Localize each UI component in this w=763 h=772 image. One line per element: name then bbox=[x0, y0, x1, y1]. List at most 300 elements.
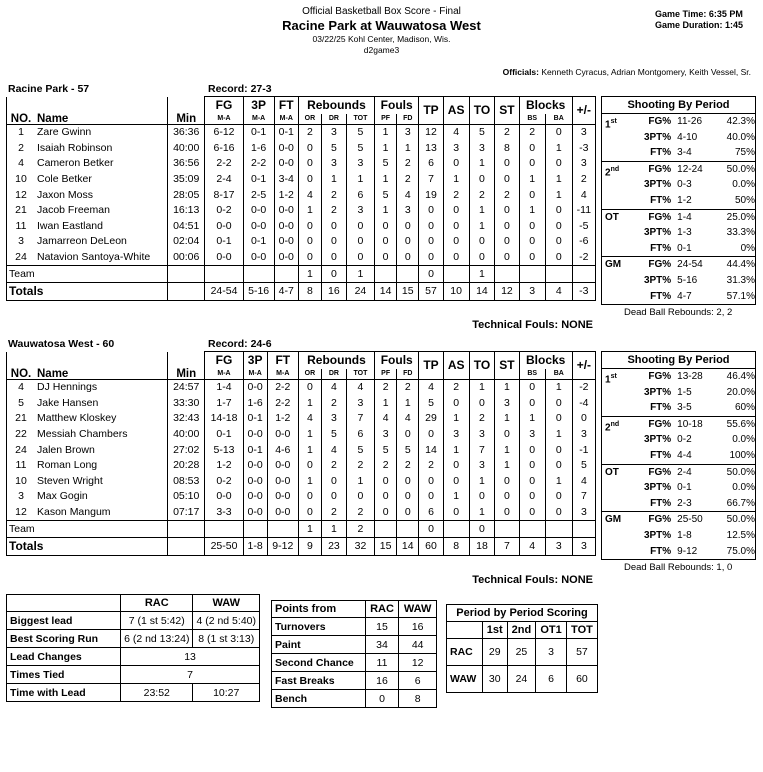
shooting-stat-label: FG% bbox=[648, 514, 672, 526]
stat-cell: 0 bbox=[495, 219, 519, 235]
shooting-stat-label: FG% bbox=[648, 371, 672, 382]
stat-cell: 0-0 bbox=[205, 250, 243, 266]
stat-cell: 1 bbox=[397, 141, 419, 157]
col-subheader-ma: M-A bbox=[243, 114, 274, 125]
stat-cell: 1-6 bbox=[243, 396, 267, 412]
shooting-percentage: 60% bbox=[735, 402, 756, 414]
team-row-cell bbox=[495, 266, 519, 283]
player-number: 21 bbox=[15, 204, 27, 217]
stat-cell: 1-6 bbox=[243, 141, 274, 157]
game-stat-row bbox=[7, 684, 260, 702]
stat-cell: 0 bbox=[375, 505, 397, 521]
team-row-cell bbox=[243, 521, 267, 538]
stat-cell: 24:57 bbox=[168, 380, 205, 396]
shooting-made-attempted: 9-12 bbox=[677, 545, 698, 557]
period-suffix: nd bbox=[610, 165, 620, 173]
col-subheader-fd: FD bbox=[397, 369, 419, 380]
totals-cell: 18 bbox=[469, 537, 495, 555]
col-header-min: Min bbox=[168, 114, 205, 125]
stat-cell: 3 bbox=[519, 427, 545, 443]
col-subheader-pf: PF bbox=[375, 369, 397, 380]
points-from-label: Second Chance bbox=[272, 654, 366, 672]
team-row-cell bbox=[375, 266, 397, 283]
stat-cell: 07:17 bbox=[168, 505, 205, 521]
stat-cell: 0-0 bbox=[267, 458, 298, 474]
shooting-row bbox=[602, 496, 755, 512]
stat-cell: 2 bbox=[495, 187, 519, 203]
col-subheader-ba: BA bbox=[545, 369, 572, 380]
totals-cell: 24-54 bbox=[205, 282, 243, 300]
stat-cell: 1 bbox=[298, 203, 321, 219]
team-row-cell: 0 bbox=[469, 521, 495, 538]
stat-cell: 1 bbox=[375, 203, 397, 219]
stat-cell: 32:43 bbox=[168, 411, 205, 427]
shooting-period bbox=[602, 544, 640, 560]
col-header-name: Name bbox=[37, 368, 69, 380]
header-blank bbox=[168, 97, 205, 115]
col-header-pm: +/- bbox=[572, 352, 595, 380]
stat-cell: 0 bbox=[519, 474, 545, 490]
stat-cell: 0 bbox=[545, 442, 572, 458]
shooting-period bbox=[602, 162, 640, 178]
dead-ball-rebounds: Dead Ball Rebounds: 1, 0 bbox=[624, 562, 733, 573]
player-row bbox=[7, 396, 596, 412]
stat-cell: 5 bbox=[397, 442, 419, 458]
period-score-row bbox=[447, 666, 598, 693]
totals-cell: 32 bbox=[346, 537, 374, 555]
stat-cell: 1 bbox=[298, 474, 321, 490]
stat-cell: 6-12 bbox=[205, 125, 243, 141]
shooting-made-attempted: 25-50 bbox=[677, 514, 703, 526]
shooting-stat-label: 3PT% bbox=[643, 529, 672, 541]
game-stat-row bbox=[7, 666, 260, 684]
col-subheader-dr: DR bbox=[321, 369, 346, 380]
stat-cell: 3 bbox=[572, 505, 595, 521]
period-score-cell: 30 bbox=[482, 666, 507, 693]
totals-label: Totals bbox=[7, 282, 168, 300]
stat-cell: 0 bbox=[443, 458, 469, 474]
stat-cell: 3 bbox=[443, 427, 469, 443]
player-row bbox=[7, 474, 596, 490]
col-header-as: AS bbox=[443, 352, 469, 380]
stat-cell: 4 bbox=[346, 380, 374, 396]
col-header-to: TO bbox=[469, 352, 495, 380]
stat-cell: 1 bbox=[443, 172, 469, 188]
period-score-cell: 6 bbox=[536, 666, 567, 693]
stat-cell: 8 bbox=[495, 141, 519, 157]
stat-cell: 7 bbox=[346, 411, 374, 427]
stat-cell: 6 bbox=[346, 427, 374, 443]
stat-cell: 2 bbox=[443, 380, 469, 396]
shooting-stat-label: 3PT% bbox=[643, 131, 672, 143]
totals-cell: 4-7 bbox=[274, 282, 298, 300]
team-row-cell: 1 bbox=[298, 521, 321, 538]
stat-cell: 1 bbox=[375, 125, 397, 141]
col-header-tp: TP bbox=[419, 352, 443, 380]
stat-cell: 00:06 bbox=[168, 250, 205, 266]
totals-label: Totals bbox=[7, 537, 168, 555]
box-score-table bbox=[6, 96, 596, 301]
team-row-cell: 2 bbox=[346, 521, 374, 538]
shooting-row bbox=[602, 544, 755, 560]
player-name: Roman Long bbox=[37, 459, 98, 472]
stat-cell: 0-1 bbox=[243, 442, 267, 458]
totals-cell bbox=[168, 282, 205, 300]
stat-cell: 1 bbox=[298, 396, 321, 412]
stat-cell: 2-5 bbox=[243, 187, 274, 203]
stat-cell: 0 bbox=[321, 219, 346, 235]
stat-cell: 0 bbox=[298, 250, 321, 266]
col-subheader-ma: M-A bbox=[205, 114, 243, 125]
shooting-row bbox=[602, 464, 755, 481]
team-rebounds-row bbox=[7, 521, 596, 538]
team-row-cell: 0 bbox=[419, 266, 443, 283]
period-header: TOT bbox=[566, 622, 597, 639]
shooting-period bbox=[602, 369, 640, 385]
stat-cell: 0 bbox=[397, 505, 419, 521]
stat-cell: 3 bbox=[346, 156, 374, 172]
player-name: Matthew Kloskey bbox=[37, 412, 117, 425]
stat-cell: 3 bbox=[572, 427, 595, 443]
stat-cell: 0 bbox=[443, 156, 469, 172]
stat-cell: 2 bbox=[375, 380, 397, 396]
col-subheader-ma: M-A bbox=[267, 369, 298, 380]
stat-cell: 0 bbox=[469, 396, 495, 412]
stat-cell: 0-0 bbox=[243, 250, 274, 266]
stat-cell: 4 bbox=[443, 125, 469, 141]
box-score-table bbox=[6, 351, 596, 556]
player-row bbox=[7, 125, 596, 141]
stat-cell: -1 bbox=[572, 442, 595, 458]
team-row-cell: 1 bbox=[321, 521, 346, 538]
stat-cell: 3 bbox=[321, 411, 346, 427]
stat-cell: 20:28 bbox=[168, 458, 205, 474]
team-record: Record: 27-3 bbox=[208, 83, 272, 95]
player-name: Jake Hansen bbox=[37, 396, 99, 409]
col-header-p3: 3P bbox=[243, 352, 267, 370]
stat-cell: 0 bbox=[545, 505, 572, 521]
stat-cell: 0-0 bbox=[274, 156, 298, 172]
stat-cell: 2 bbox=[469, 411, 495, 427]
player-number: 1 bbox=[7, 125, 36, 141]
shooting-stat-label: FT% bbox=[650, 449, 672, 461]
points-from-waw: 8 bbox=[399, 690, 437, 708]
stat-cell: 1 bbox=[519, 411, 545, 427]
stat-cell: 0 bbox=[545, 219, 572, 235]
shooting-period bbox=[602, 225, 640, 241]
stat-cell: 0 bbox=[519, 396, 545, 412]
col-header-fg: FG bbox=[205, 352, 243, 370]
col-header-no: NO. bbox=[10, 368, 32, 380]
stat-cell: 4 bbox=[298, 187, 321, 203]
stat-cell: 0-1 bbox=[243, 234, 274, 250]
shooting-stat-label: 3PT% bbox=[643, 274, 672, 286]
stat-cell: 2 bbox=[397, 172, 419, 188]
stat-cell: 0 bbox=[321, 474, 346, 490]
shooting-percentage: 0.0% bbox=[732, 434, 756, 446]
stat-cell: 0 bbox=[443, 250, 469, 266]
stat-cell: 0 bbox=[375, 489, 397, 505]
shooting-row bbox=[602, 241, 755, 257]
shooting-row bbox=[602, 114, 755, 130]
stat-cell: 4 bbox=[397, 187, 419, 203]
points-from-rac: 15 bbox=[365, 618, 399, 636]
game-stat-rac: 23:52 bbox=[121, 684, 193, 702]
player-name: Natavion Santoya-White bbox=[37, 251, 151, 264]
stat-cell: 0 bbox=[375, 234, 397, 250]
stat-cell: 0-0 bbox=[274, 219, 298, 235]
shooting-stat-label: FT% bbox=[650, 242, 672, 254]
game-stat-waw: 8 (1 st 3:13) bbox=[193, 630, 260, 648]
shooting-stat-label: FT% bbox=[650, 545, 672, 557]
totals-row bbox=[7, 537, 596, 555]
totals-cell: 5-16 bbox=[243, 282, 274, 300]
stat-cell: 0 bbox=[545, 458, 572, 474]
stat-cell: 14 bbox=[419, 442, 443, 458]
game-stat-value: 7 bbox=[121, 666, 260, 684]
points-from-row bbox=[272, 618, 437, 636]
stat-cell: 0 bbox=[495, 489, 519, 505]
stat-cell: 0 bbox=[519, 156, 545, 172]
totals-cell: 57 bbox=[419, 282, 443, 300]
points-from-waw: 12 bbox=[399, 654, 437, 672]
stat-cell: 0 bbox=[545, 203, 572, 219]
shooting-made-attempted: 2-3 bbox=[677, 497, 692, 509]
team-row-cell bbox=[443, 521, 469, 538]
stat-cell: 7 bbox=[469, 442, 495, 458]
stat-cell: 2-2 bbox=[205, 156, 243, 172]
game-stat-waw: 10:27 bbox=[193, 684, 260, 702]
stat-cell: 0 bbox=[545, 250, 572, 266]
shooting-title: Shooting By Period bbox=[602, 352, 755, 369]
stat-cell: 2 bbox=[321, 203, 346, 219]
stat-cell: 0 bbox=[419, 234, 443, 250]
stat-cell: 0 bbox=[419, 219, 443, 235]
shooting-percentage: 25.0% bbox=[726, 211, 756, 223]
points-from-header-waw: WAW bbox=[399, 601, 437, 618]
period-score-cell: 3 bbox=[536, 639, 567, 666]
stat-cell: 12 bbox=[419, 125, 443, 141]
stat-cell: 0 bbox=[321, 489, 346, 505]
stat-cell: 0 bbox=[397, 250, 419, 266]
stat-cell: 3 bbox=[321, 125, 346, 141]
stat-cell: 5 bbox=[346, 141, 374, 157]
shooting-made-attempted: 12-24 bbox=[677, 163, 703, 175]
stat-cell: 1 bbox=[545, 427, 572, 443]
team-row-cell: 1 bbox=[298, 266, 321, 283]
shooting-row bbox=[602, 209, 755, 226]
period-suffix: nd bbox=[610, 420, 620, 428]
shooting-period bbox=[602, 417, 640, 433]
stat-cell: 36:56 bbox=[168, 156, 205, 172]
points-from-rac: 16 bbox=[365, 672, 399, 690]
shooting-made-attempted: 0-2 bbox=[677, 434, 692, 446]
stat-cell: 0 bbox=[495, 172, 519, 188]
stat-cell: 0 bbox=[397, 427, 419, 443]
period-header: OT1 bbox=[536, 622, 567, 639]
stat-cell: 0-1 bbox=[274, 125, 298, 141]
shooting-by-period bbox=[601, 351, 756, 560]
stat-cell: 0 bbox=[298, 219, 321, 235]
stat-cell: 0 bbox=[545, 411, 572, 427]
stat-cell: 0-0 bbox=[274, 203, 298, 219]
team-row-cell bbox=[267, 521, 298, 538]
col-header-name: Name bbox=[37, 113, 69, 125]
totals-cell: 10 bbox=[443, 282, 469, 300]
player-name: Cole Betker bbox=[37, 173, 92, 186]
player-number: 12 bbox=[15, 188, 27, 201]
col-header-fg: FG bbox=[205, 97, 243, 115]
team-row-cell: 0 bbox=[419, 521, 443, 538]
team-row-cell bbox=[205, 266, 243, 283]
shooting-period bbox=[602, 400, 640, 416]
stat-cell: 3 bbox=[469, 141, 495, 157]
stat-cell: 04:51 bbox=[168, 219, 205, 235]
stat-cell: 2 bbox=[519, 125, 545, 141]
player-number: 21 bbox=[15, 412, 27, 425]
stat-cell: 3 bbox=[572, 125, 595, 141]
shooting-period: OT bbox=[605, 211, 619, 223]
period-suffix: st bbox=[610, 373, 617, 380]
box-header-row bbox=[7, 97, 596, 115]
shooting-made-attempted: 4-4 bbox=[677, 449, 692, 461]
team-row-cell bbox=[397, 266, 419, 283]
shooting-period bbox=[602, 130, 640, 146]
stat-cell: 0 bbox=[443, 234, 469, 250]
stat-cell: 0 bbox=[346, 219, 374, 235]
stat-cell: 0 bbox=[298, 141, 321, 157]
stat-cell: 1 bbox=[545, 172, 572, 188]
shooting-row bbox=[602, 273, 755, 289]
stat-cell: 1 bbox=[495, 442, 519, 458]
points-from-waw: 16 bbox=[399, 618, 437, 636]
shooting-percentage: 75.0% bbox=[726, 545, 756, 557]
totals-cell: 25-50 bbox=[205, 537, 243, 555]
stat-cell: 2 bbox=[375, 458, 397, 474]
period-number: 1 bbox=[605, 374, 611, 386]
game-stat-label: Biggest lead bbox=[7, 612, 121, 630]
shooting-stat-label: FG% bbox=[648, 211, 672, 223]
player-row bbox=[7, 234, 596, 250]
stat-cell: 14-18 bbox=[205, 411, 243, 427]
period-header: 1st bbox=[482, 622, 507, 639]
player-row bbox=[7, 187, 596, 203]
stat-cell: 0 bbox=[397, 234, 419, 250]
header-blank bbox=[7, 97, 168, 115]
stat-cell: 16:13 bbox=[168, 203, 205, 219]
points-from-label: Bench bbox=[272, 690, 366, 708]
shooting-percentage: 57.1% bbox=[726, 290, 756, 302]
shooting-made-attempted: 1-5 bbox=[677, 386, 692, 398]
box-header-row bbox=[7, 352, 596, 370]
team-row-cell: 0 bbox=[321, 266, 346, 283]
stat-cell: 40:00 bbox=[168, 427, 205, 443]
player-name: Messiah Chambers bbox=[37, 428, 128, 441]
period-number: 2 bbox=[605, 167, 611, 179]
totals-cell: 4 bbox=[545, 282, 572, 300]
player-row bbox=[7, 203, 596, 219]
totals-cell: 12 bbox=[495, 282, 519, 300]
period-score-cell: 29 bbox=[482, 639, 507, 666]
col-subheader-tot: TOT bbox=[346, 369, 374, 380]
shooting-row bbox=[602, 385, 755, 401]
shooting-stat-label: 3PT% bbox=[643, 434, 672, 446]
team-row-cell bbox=[168, 266, 205, 283]
shooting-percentage: 0% bbox=[740, 242, 756, 254]
team-row-cell bbox=[519, 266, 545, 283]
shooting-percentage: 50.0% bbox=[726, 466, 756, 478]
game-stat-rac: 7 (1 st 5:42) bbox=[121, 612, 193, 630]
totals-cell: 16 bbox=[321, 282, 346, 300]
stat-cell: 0 bbox=[298, 172, 321, 188]
player-row bbox=[7, 219, 596, 235]
game-stat-row bbox=[7, 630, 260, 648]
points-from-rac: 0 bbox=[365, 690, 399, 708]
stat-cell: 3 bbox=[469, 458, 495, 474]
stat-cell: 33:30 bbox=[168, 396, 205, 412]
stat-cell: 0 bbox=[321, 234, 346, 250]
totals-cell: 3 bbox=[519, 282, 545, 300]
player-row bbox=[7, 172, 596, 188]
stat-cell: 0 bbox=[298, 458, 321, 474]
officials bbox=[503, 67, 751, 77]
team-label: Racine Park - 57 bbox=[8, 83, 90, 95]
game-stat-label: Time with Lead bbox=[7, 684, 121, 702]
stat-cell: 1 bbox=[545, 380, 572, 396]
player-number: 24 bbox=[15, 443, 27, 456]
col-header-pm: +/- bbox=[572, 97, 595, 125]
player-row bbox=[7, 458, 596, 474]
stat-cell: 2-4 bbox=[205, 172, 243, 188]
game-stat-label: Lead Changes bbox=[7, 648, 121, 666]
shooting-percentage: 50.0% bbox=[726, 514, 756, 526]
shooting-period bbox=[602, 193, 640, 209]
shooting-percentage: 66.7% bbox=[726, 497, 756, 509]
shooting-row bbox=[602, 256, 755, 273]
stat-cell: 2 bbox=[397, 156, 419, 172]
stat-cell: 4 bbox=[375, 411, 397, 427]
points-from-waw: 6 bbox=[399, 672, 437, 690]
stat-cell: 0-0 bbox=[267, 489, 298, 505]
stat-cell: 2 bbox=[321, 505, 346, 521]
stat-cell: 40:00 bbox=[168, 141, 205, 157]
points-from-label: Turnovers bbox=[272, 618, 366, 636]
stat-cell: 0 bbox=[469, 172, 495, 188]
report-type: Official Basketball Box Score - Final bbox=[302, 6, 461, 17]
stat-cell: 19 bbox=[419, 187, 443, 203]
col-subheader-pf: PF bbox=[375, 114, 397, 125]
period-header: 2nd bbox=[507, 622, 536, 639]
points-from-rac: 34 bbox=[365, 636, 399, 654]
shooting-stat-label: FG% bbox=[648, 163, 672, 175]
player-number: 24 bbox=[15, 251, 27, 264]
stat-cell: 1 bbox=[397, 396, 419, 412]
period-score-cell: 57 bbox=[566, 639, 597, 666]
stat-cell: 0-0 bbox=[243, 203, 274, 219]
stat-cell: 2 bbox=[495, 125, 519, 141]
shooting-made-attempted: 3-5 bbox=[677, 402, 692, 414]
game-stats-table bbox=[6, 594, 260, 702]
totals-cell: 7 bbox=[495, 537, 519, 555]
shooting-period bbox=[602, 114, 640, 130]
stat-cell: 2 bbox=[298, 125, 321, 141]
period-team-label: WAW bbox=[447, 666, 483, 693]
stat-cell: 0-1 bbox=[243, 125, 274, 141]
game-stat-label: Best Scoring Run bbox=[7, 630, 121, 648]
totals-cell: 24 bbox=[346, 282, 374, 300]
stat-cell: 0 bbox=[495, 505, 519, 521]
shooting-percentage: 40.0% bbox=[726, 131, 756, 143]
